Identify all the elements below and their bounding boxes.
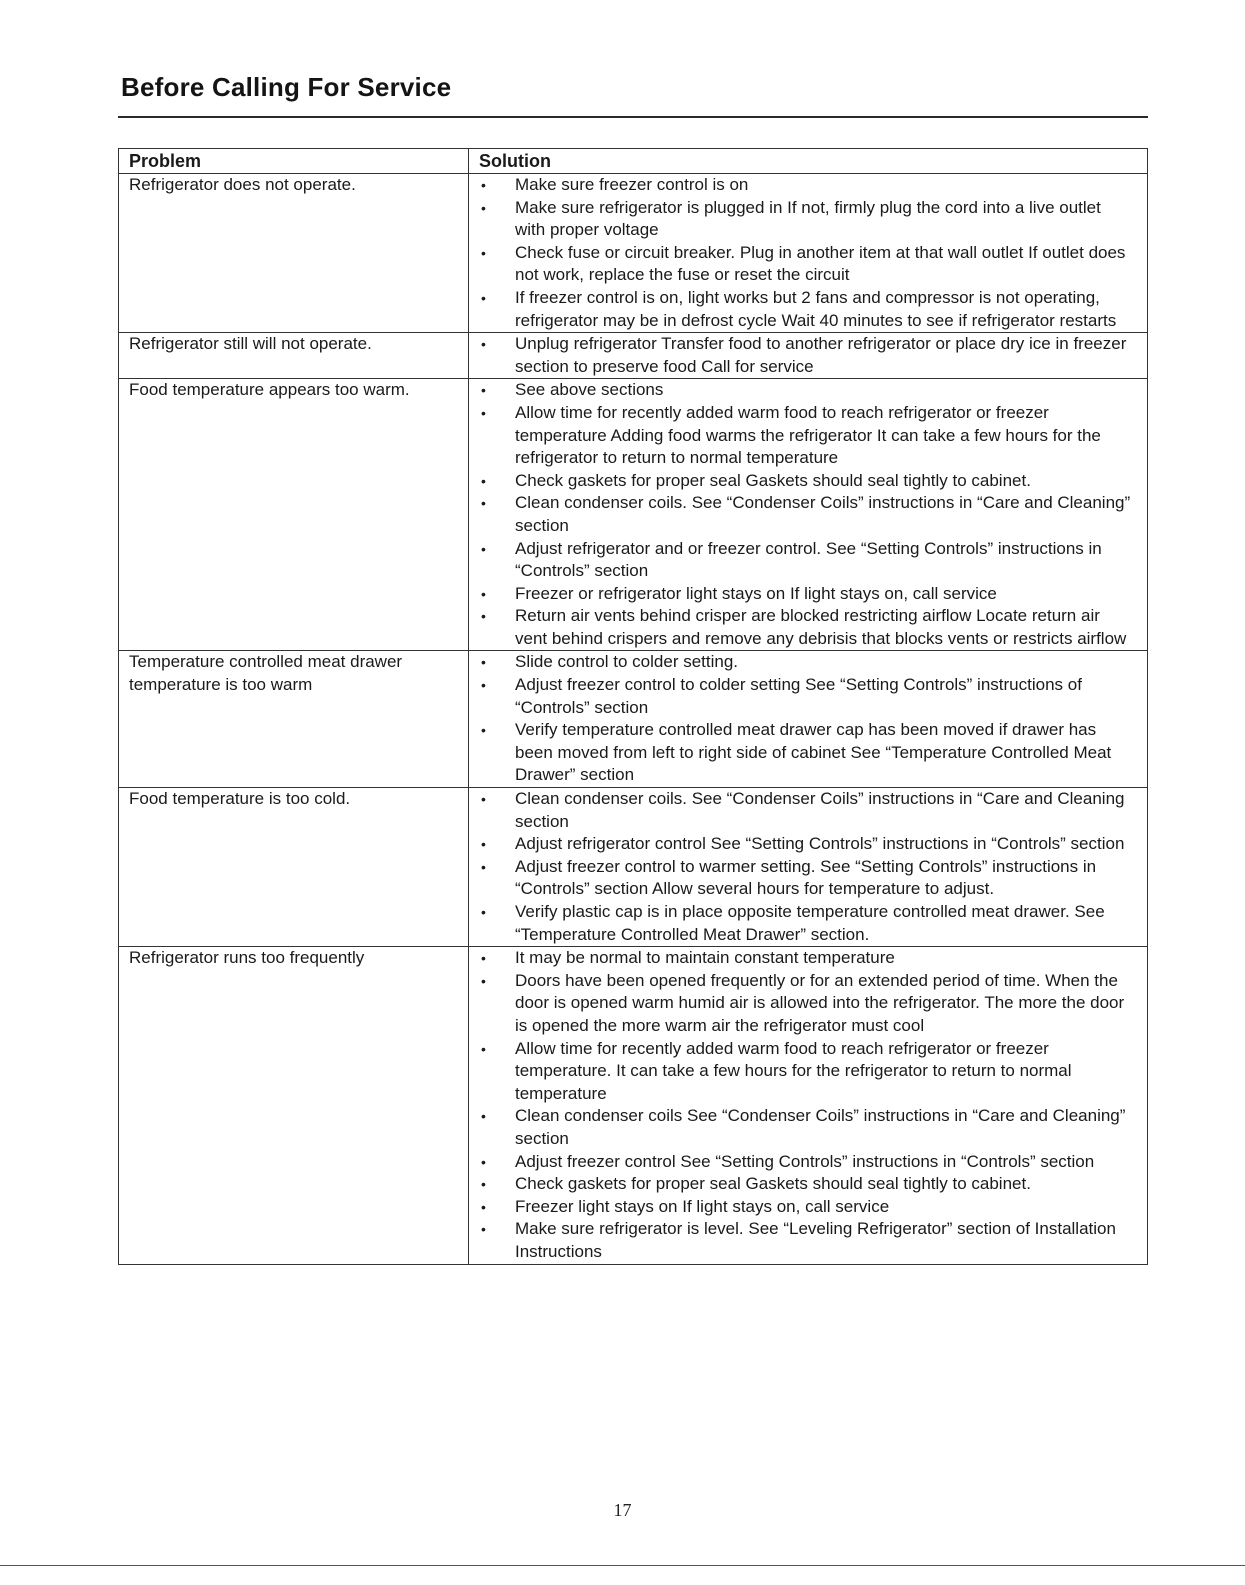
bullet-icon: • xyxy=(481,904,486,920)
problem-cell: Temperature controlled meat drawer temperature is too warm xyxy=(119,651,469,788)
solution-text: Check fuse or circuit breaker. Plug in another item at that wall outlet If outlet does not work, replace the fuse or reset the circuit xyxy=(515,242,1126,285)
solution-cell xyxy=(469,174,1148,333)
solution-text: If freezer control is on, light works but 2 fans and compressor is not operating, refrigerator may be in defrost cycle Wait 40 minutes to see if refrigerator restarts xyxy=(515,287,1117,330)
bullet-icon: • xyxy=(481,540,486,557)
problem-cell: Refrigerator runs too frequently xyxy=(119,947,469,1264)
bullet-icon: • xyxy=(481,950,486,967)
solution-text: Adjust freezer control See “Setting Controls” instructions in “Controls” section xyxy=(515,1151,1095,1171)
solution-cell xyxy=(469,947,1148,1264)
solution-text: See above sections xyxy=(515,380,664,400)
solution-list xyxy=(469,947,1131,1263)
solution-list xyxy=(469,333,1131,378)
bullet-icon: • xyxy=(481,677,486,694)
solution-item xyxy=(469,174,1131,197)
bullet-icon: • xyxy=(481,791,486,808)
bullet-icon: • xyxy=(481,608,486,625)
bullet-icon: • xyxy=(481,289,486,306)
solution-item xyxy=(469,287,1131,332)
solution-text: Verify temperature controlled meat drawer cap has been moved if drawer has been moved from left to right side of cabinet See “Temperature Controlled Meat Drawer” section xyxy=(515,720,1112,785)
page-title: Before Calling For Service xyxy=(121,72,452,102)
solution-item xyxy=(469,788,1131,833)
solution-item xyxy=(469,379,1131,402)
bullet-icon: • xyxy=(481,722,486,739)
bullet-icon: • xyxy=(481,858,486,875)
solution-text: Adjust freezer control to warmer setting. See “Setting Controls” instructions in “Controls” section Allow several hours for temperature to adjust. xyxy=(515,856,1097,899)
solution-item xyxy=(469,197,1131,242)
problem-cell: Food temperature is too cold. xyxy=(119,788,469,947)
solution-text: Adjust freezer control to colder setting See “Setting Controls” instructions of “Controls” section xyxy=(515,675,1082,717)
table-row xyxy=(119,174,1148,333)
solution-item xyxy=(469,1173,1131,1196)
solution-item xyxy=(469,856,1131,901)
title-divider xyxy=(118,116,1148,118)
solution-text: Allow time for recently added warm food to reach refrigerator or freezer temperature. It can take a few hours for the refrigerator to return to normal temperature xyxy=(515,1038,1072,1103)
table-row xyxy=(119,947,1148,1264)
table-body xyxy=(119,174,1148,1265)
solution-text: Return air vents behind crisper are blocked restricting airflow Locate return air vent behind crispers and remove any debrisis that blocks vents or restricts airflow xyxy=(515,606,1127,648)
bullet-icon: • xyxy=(481,1040,486,1057)
solution-text: Make sure freezer control is on xyxy=(515,175,749,194)
solution-item xyxy=(469,674,1131,719)
bullet-icon: • xyxy=(481,495,486,512)
footer-divider xyxy=(0,1565,1245,1566)
solution-text: Check gaskets for proper seal Gaskets should seal tightly to cabinet. xyxy=(515,470,1031,490)
bullet-icon: • xyxy=(481,585,486,602)
solution-text: Unplug refrigerator Transfer food to another refrigerator or place dry ice in freezer section to preserve food Call for service xyxy=(515,334,1127,376)
solution-text: Doors have been opened frequently or for an extended period of time. When the door is opened warm humid air is allowed into the refrigerator. The more the door is opened the more warm air the refrigerator must cool xyxy=(515,970,1125,1035)
solution-item xyxy=(469,1038,1131,1106)
solution-text: Verify plastic cap is in place opposite temperature controlled meat drawer. See “Temperature Controlled Meat Drawer” section. xyxy=(515,902,1105,944)
solution-cell xyxy=(469,651,1148,788)
solution-item xyxy=(469,538,1131,583)
troubleshooting-table xyxy=(118,148,1148,1265)
solution-cell xyxy=(469,379,1148,651)
table-row xyxy=(119,379,1148,651)
solution-text: Make sure refrigerator is plugged in If not, firmly plug the cord into a live outlet with proper voltage xyxy=(515,197,1101,240)
solution-item xyxy=(469,470,1131,493)
solution-text: Clean condenser coils. See “Condenser Coils” instructions in “Care and Cleaning section xyxy=(515,789,1125,831)
bullet-icon: • xyxy=(481,199,486,216)
bullet-icon: • xyxy=(481,1153,486,1170)
bullet-icon: • xyxy=(481,244,486,261)
problem-cell: Refrigerator still will not operate. xyxy=(119,333,469,379)
table-row xyxy=(119,651,1148,788)
solution-item xyxy=(469,402,1131,470)
solution-item xyxy=(469,901,1131,946)
page-number: 17 xyxy=(613,1500,632,1520)
bullet-icon: • xyxy=(481,177,486,193)
solution-list xyxy=(469,174,1131,332)
solution-text: Adjust refrigerator control See “Setting Controls” instructions in “Controls” section xyxy=(515,834,1125,854)
bullet-icon: • xyxy=(481,972,486,989)
solution-cell xyxy=(469,788,1148,947)
solution-cell xyxy=(469,333,1148,379)
solution-item xyxy=(469,1105,1131,1150)
solution-text: Freezer light stays on If light stays on, call service xyxy=(515,1196,890,1216)
solution-item xyxy=(469,1218,1131,1263)
solution-item xyxy=(469,970,1131,1038)
solution-text: Make sure refrigerator is level. See “Leveling Refrigerator” section of Installation Instructions xyxy=(515,1219,1116,1261)
solution-column-header: Solution xyxy=(469,149,1148,174)
solution-text: Freezer or refrigerator light stays on If light stays on, call service xyxy=(515,583,997,603)
solution-item xyxy=(469,651,1131,674)
solution-list xyxy=(469,788,1131,946)
bullet-icon: • xyxy=(481,472,486,489)
solution-item xyxy=(469,947,1131,970)
bullet-icon: • xyxy=(481,382,486,399)
solution-item xyxy=(469,833,1131,856)
solution-list xyxy=(469,379,1131,650)
solution-item xyxy=(469,333,1131,378)
solution-text: It may be normal to maintain constant temperature xyxy=(515,948,895,968)
problem-cell: Food temperature appears too warm. xyxy=(119,379,469,651)
solution-item xyxy=(469,1196,1131,1219)
table-row xyxy=(119,788,1148,947)
solution-text: Allow time for recently added warm food to reach refrigerator or freezer temperature Adding food warms the refrigerator It can take a few hours for the refrigerator to return to normal temperature xyxy=(515,402,1101,468)
bullet-icon: • xyxy=(481,1221,486,1238)
solution-item xyxy=(469,492,1131,537)
problem-column-header: Problem xyxy=(119,149,469,174)
solution-text: Check gaskets for proper seal Gaskets should seal tightly to cabinet. xyxy=(515,1174,1031,1194)
solution-text: Clean condenser coils. See “Condenser Coils” instructions in “Care and Cleaning” section xyxy=(515,493,1131,535)
solution-item xyxy=(469,1151,1131,1174)
bullet-icon: • xyxy=(481,654,486,671)
bullet-icon: • xyxy=(481,404,486,421)
solution-item xyxy=(469,605,1131,650)
bullet-icon: • xyxy=(481,1176,486,1193)
solution-list xyxy=(469,651,1131,787)
table-header-row xyxy=(119,149,1148,174)
solution-item xyxy=(469,719,1131,787)
problem-cell: Refrigerator does not operate. xyxy=(119,174,469,333)
solution-text: Clean condenser coils See “Condenser Coils” instructions in “Care and Cleaning” section xyxy=(515,1106,1126,1148)
solution-text: Slide control to colder setting. xyxy=(515,652,739,672)
bullet-icon: • xyxy=(481,1198,486,1215)
bullet-icon: • xyxy=(481,1108,486,1125)
solution-item xyxy=(469,242,1131,287)
bullet-icon: • xyxy=(481,336,486,353)
bullet-icon: • xyxy=(481,836,486,853)
solution-text: Adjust refrigerator and or freezer control. See “Setting Controls” instructions in “Controls” section xyxy=(515,538,1102,581)
table-row xyxy=(119,333,1148,379)
solution-item xyxy=(469,583,1131,606)
